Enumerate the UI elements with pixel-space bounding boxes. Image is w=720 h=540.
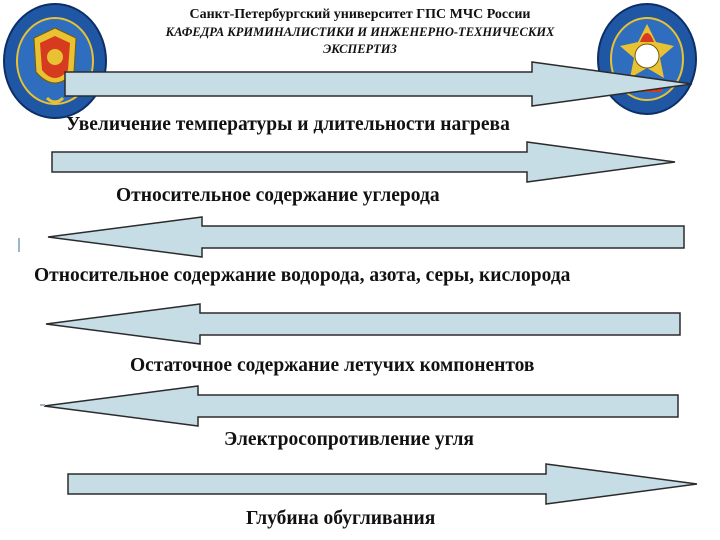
department-name-line2: ЭКСПЕРТИЗ	[323, 42, 397, 56]
scan-artifact	[40, 404, 45, 406]
arrow-carbon	[52, 142, 675, 182]
label-hydrogen-nitrogen-sulfur-oxygen: Относительное содержание водорода, азота, серы, кислорода	[34, 265, 571, 286]
label-electrical-resistance: Электросопротивление угля	[224, 429, 474, 450]
arrow-volatile-components	[46, 304, 680, 344]
arrow-hydrogen-nitrogen-sulfur-oxygen	[48, 217, 684, 257]
label-volatile-components: Остаточное содержание летучих компонентов	[130, 355, 535, 376]
scan-artifact	[18, 238, 20, 252]
arrow-charring-depth	[68, 464, 697, 504]
department-name-line1: КАФЕДРА КРИМИНАЛИСТИКИ И ИНЖЕНЕРНО-ТЕХНИЧЕСКИХ	[165, 25, 555, 39]
label-charring-depth: Глубина обугливания	[246, 508, 436, 529]
label-carbon: Относительное содержание углерода	[116, 185, 440, 206]
label-temperature: Увеличение температуры и длительности нагрева	[66, 114, 510, 135]
arrow-temperature	[65, 62, 692, 106]
arrow-electrical-resistance	[44, 386, 678, 426]
university-name: Санкт-Петербургский университет ГПС МЧС России	[189, 7, 531, 22]
